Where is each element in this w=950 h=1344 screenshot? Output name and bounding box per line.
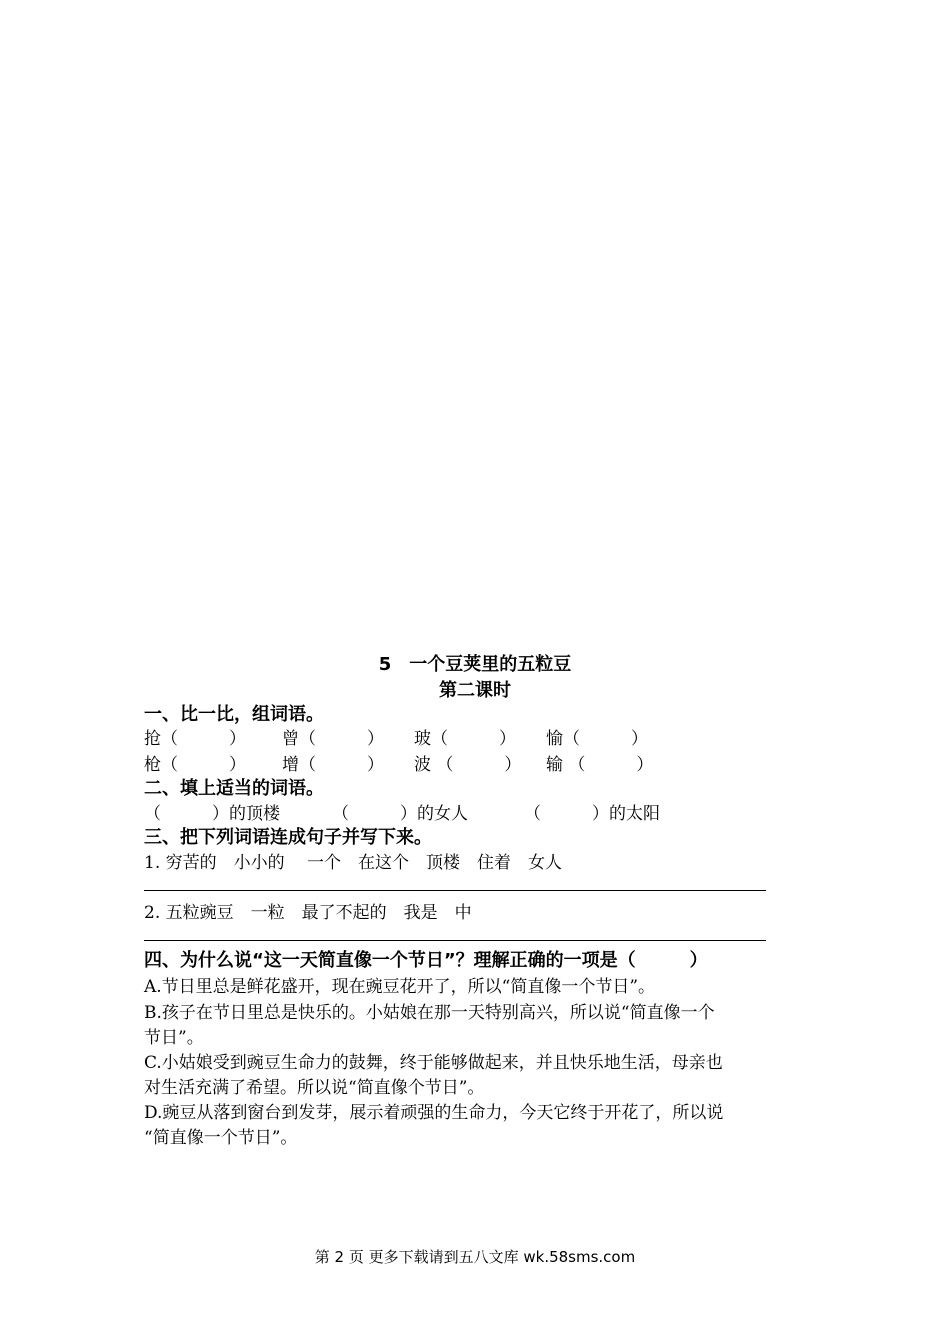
word-pair-item: 枪（ ） — [144, 755, 246, 775]
option-line: 节日”。 — [144, 1028, 204, 1048]
section1-heading: 一、比一比，组词语。 — [144, 704, 324, 725]
section3-heading: 三、把下列词语连成句子并写下来。 — [144, 827, 432, 848]
section2-heading: 二、填上适当的词语。 — [144, 778, 324, 799]
option-line: C.小姑娘受到豌豆生命力的鼓舞，终于能够做起来，并且快乐地生活，母亲也 — [144, 1053, 723, 1073]
sentence-question-1: 1. 穷苦的 小小的 一个 在这个 顶楼 住着 女人 — [144, 853, 563, 873]
answer-line-2 — [144, 940, 766, 941]
section4-heading: 四、为什么说“这一天简直像一个节日”？理解正确的一项是（ ） — [144, 950, 708, 971]
word-pair-item: 输 （ ） — [546, 755, 654, 775]
option-line: A.节日里总是鲜花盛开，现在豌豆花开了，所以“简直像一个节日”。 — [144, 977, 656, 997]
word-pair-item: 波 （ ） — [414, 755, 522, 775]
fill-blank-item: （ ）的太阳 — [524, 804, 660, 824]
word-pair-item: 抢（ ） — [144, 729, 246, 749]
sentence-question-2: 2. 五粒豌豆 一粒 最了不起的 我是 中 — [144, 903, 472, 923]
word-pair-item: 曾（ ） — [282, 729, 384, 749]
lesson-title: 5 一个豆荚里的五粒豆 — [378, 654, 572, 675]
word-pair-item: 玻（ ） — [414, 729, 516, 749]
option-line: 对生活充满了希望。所以说“简直像个节日”。 — [144, 1078, 485, 1098]
option-line: D.豌豆从落到窗台到发芽，展示着顽强的生命力，今天它终于开花了，所以说 — [144, 1103, 724, 1123]
page-footer: 第 2 页 更多下载请到五八文库 wk.58sms.com — [314, 1248, 636, 1266]
word-pair-item: 愉（ ） — [546, 729, 648, 749]
word-pair-item: 增（ ） — [282, 755, 384, 775]
option-line: B.孩子在节日里总是快乐的。小姑娘在那一天特别高兴，所以说“简直像一个 — [144, 1003, 715, 1023]
option-line: “简直像一个节日”。 — [144, 1128, 298, 1148]
answer-line-1 — [144, 890, 766, 891]
lesson-subtitle: 第二课时 — [439, 680, 511, 701]
fill-blank-item: （ ）的女人 — [332, 804, 468, 824]
fill-blank-item: （ ）的顶楼 — [144, 804, 280, 824]
